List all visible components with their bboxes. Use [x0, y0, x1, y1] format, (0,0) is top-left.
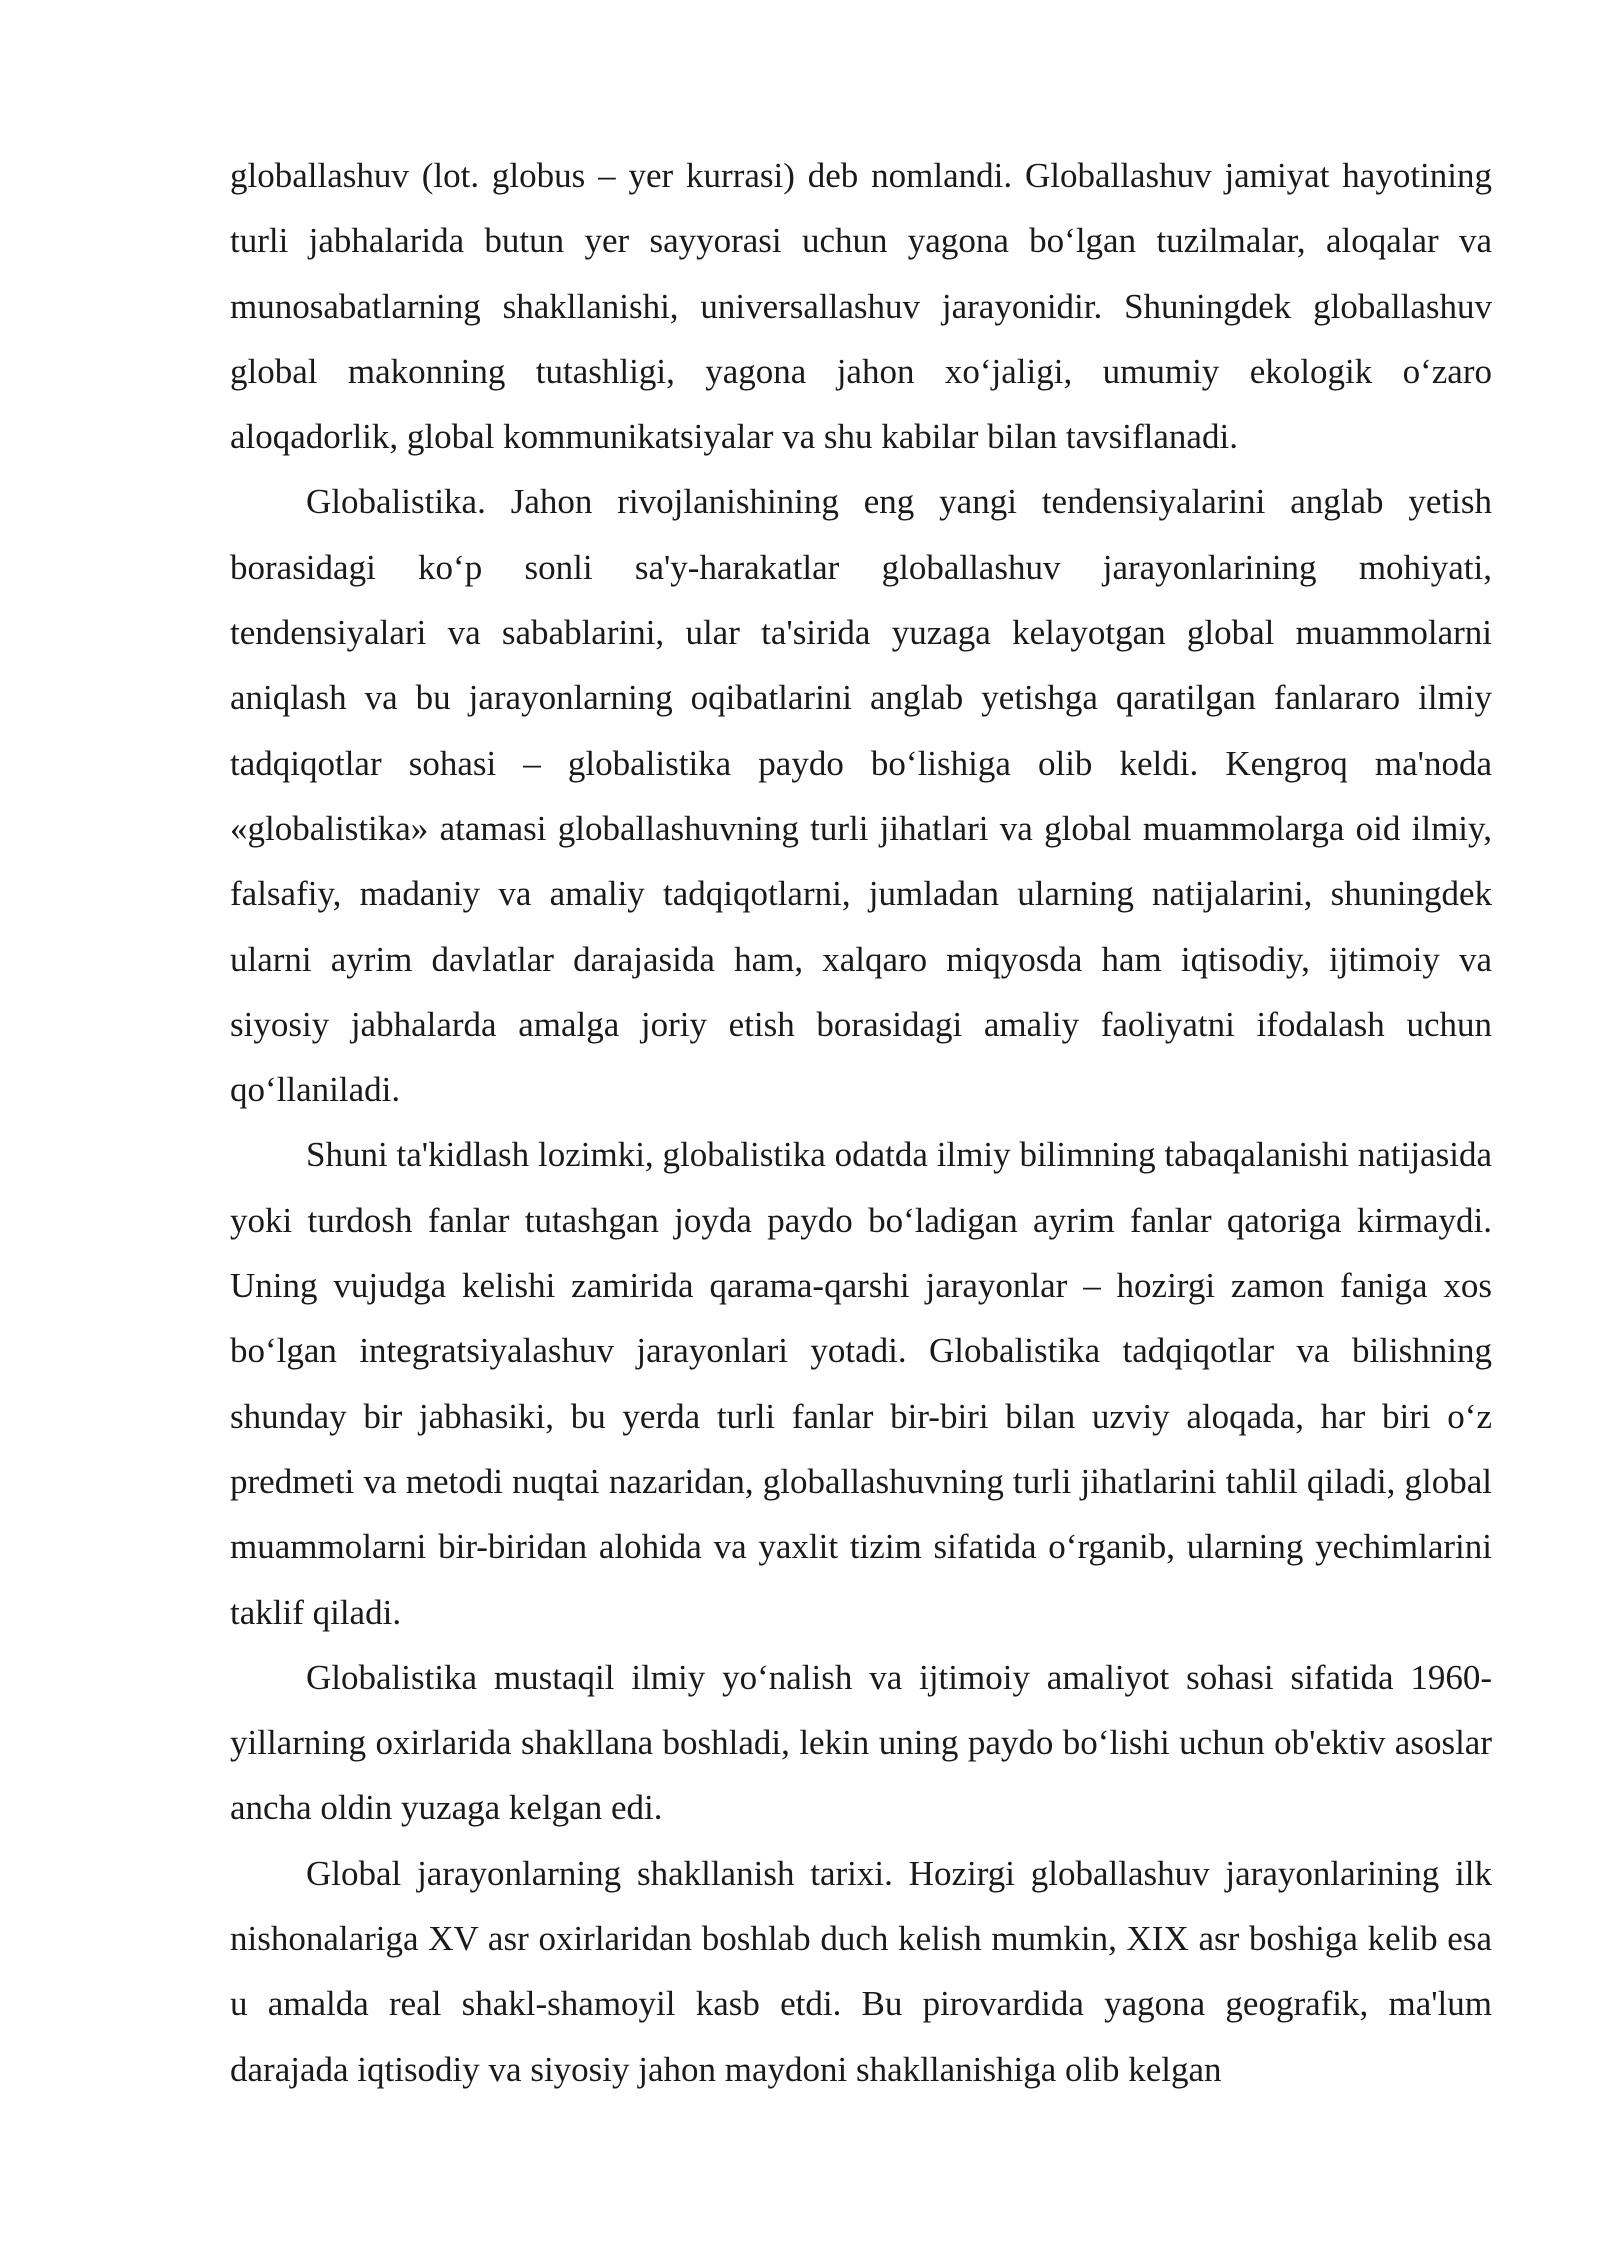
paragraph-5: Global jarayonlarning shakllanish tarixi. Hozirgi globallashuv jarayonlarining ilk nishonalariga XV asr oxirlaridan boshlab duch kelish mumkin, XIX asr boshiga kelib esa u amalda real shakl-shamoyil kasb etdi. Bu pirovardida yagona geografik, ma'lum darajada iqtisodiy va siyosiy jahon maydoni shakllanishiga olib kelgan [230, 1853, 1492, 2089]
paragraph-2: Globalistika. Jahon rivojlanishining eng yangi tendensiyalarini anglab yetish borasidagi ko‘p sonli sa'y-harakatlar globallashuv jarayonlarining mohiyati, tendensiyalari va sabablarini, ular ta'sirida yuzaga kelayotgan global muammolarni aniqlash va bu jarayonlarning oqibatlarini anglab yetishga qaratilgan fanlararo ilmiy tadqiqotlar sohasi – globalistika paydo bo‘lishiga olib keldi. Kengroq ma'noda «globalistika» atamasi globallashuvning turli jihatlari va global muammolarga oid ilmiy, falsafiy, madaniy va amaliy tadqiqotlarni, jumladan ularning natijalarini, shuningdek ularni ayrim davlatlar darajasida ham, xalqaro miqyosda ham iqtisodiy, ijtimoiy va siyosiy jabhalarda amalga joriy etish borasidagi amaliy faoliyatni ifodalash uchun qo‘llaniladi. [230, 482, 1492, 1110]
body-text [230, 143, 1492, 2102]
paragraph-1: globallashuv (lot. globus – yer kurrasi) deb nomlandi. Globallashuv jamiyat hayotining turli jabhalarida butun yer sayyorasi uchun yagona bo‘lgan tuzilmalar, aloqalar va munosabatlarning shakllanishi, universallashuv jarayonidir. Shuningdek globallashuv global makonning tutashligi, yagona jahon xo‘jaligi, umumiy ekologik o‘zaro aloqadorlik, global kommunikatsiyalar va shu kabilar bilan tavsiflanadi. [230, 156, 1492, 457]
paragraph-3: Shuni ta'kidlash lozimki, globalistika odatda ilmiy bilimning tabaqalanishi natijasida yoki turdosh fanlar tutashgan joyda paydo bo‘ladigan ayrim fanlar qatoriga kirmaydi. Uning vujudga kelishi zamirida qarama-qarshi jarayonlar – hozirgi zamon faniga xos bo‘lgan integratsiyalashuv jarayonlari yotadi. Globalistika tadqiqotlar va bilishning shunday bir jabhasiki, bu yerda turli fanlar bir-biri bilan uzviy aloqada, har biri o‘z predmeti va metodi nuqtai nazaridan, globallashuvning turli jihatlarini tahlil qiladi, global muammolarni bir-biridan alohida va yaxlit tizim sifatida o‘rganib, ularning yechimlarini taklif qiladi. [230, 1135, 1492, 1632]
paragraph-4: Globalistika mustaqil ilmiy yo‘nalish va ijtimoiy amaliyot sohasi sifatida 1960-yillarning oxirlarida shakllana boshladi, lekin uning paydo bo‘lishi uchun ob'ektiv asoslar ancha oldin yuzaga kelgan edi. [230, 1657, 1492, 1828]
